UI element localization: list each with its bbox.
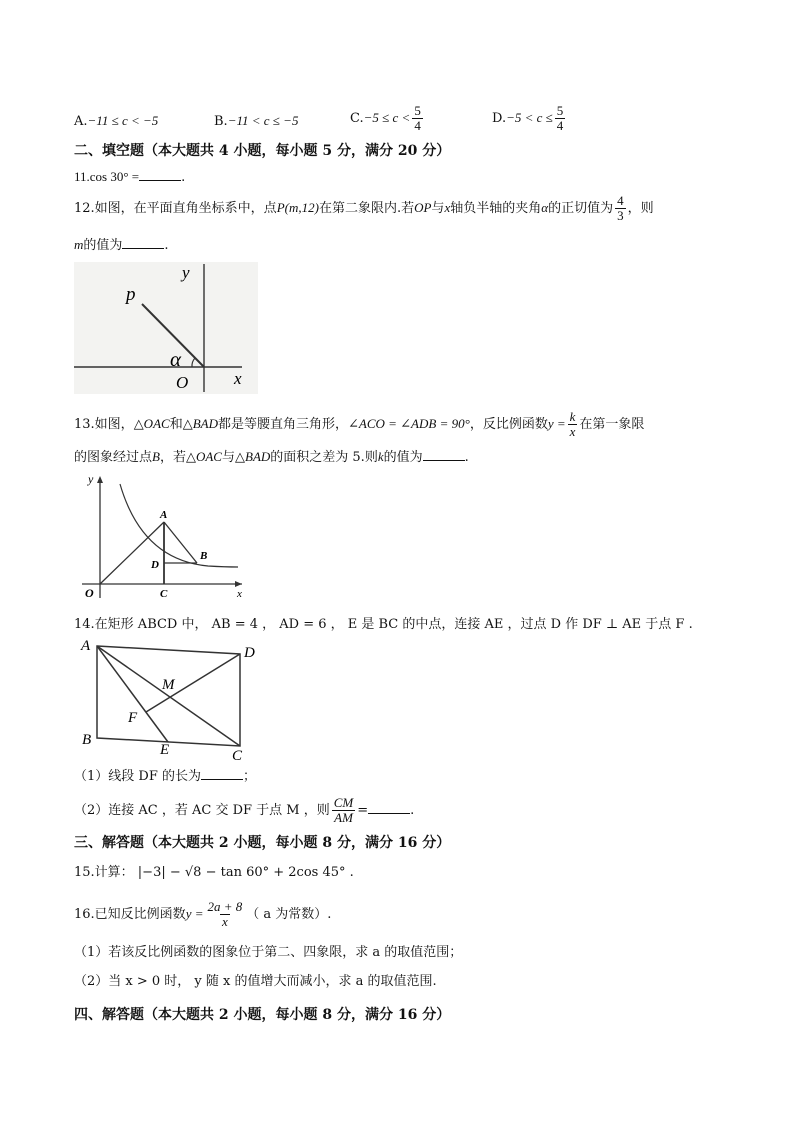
hyperbola-curve <box>120 484 238 567</box>
question-16: 16.已知反比例函数y = $\frac{2a + 8}{x}$ （ a 为常数）. <box>74 899 332 929</box>
label-b: B <box>82 732 92 748</box>
answer-blank[interactable] <box>122 236 164 249</box>
question-14-part-1: （1）线段 DF 的长为 ； <box>74 769 256 784</box>
label-o: O <box>176 373 189 392</box>
label-d: D <box>151 559 159 571</box>
segment-ab <box>164 522 197 563</box>
segment-ac <box>97 646 240 746</box>
label-alpha: α <box>170 347 182 371</box>
label-c: C <box>160 588 168 600</box>
label-a: A <box>81 638 91 654</box>
label-x: x <box>234 369 242 388</box>
x-axis-arrow <box>235 581 242 587</box>
section-4-heading: 四、解答题（本大题共 2 小题，每小题 8 分，满分 16 分） <box>74 1007 451 1023</box>
label-o: O <box>85 586 94 600</box>
segment-oa <box>100 522 164 584</box>
answer-blank[interactable] <box>368 801 410 814</box>
option-c: C.−5 ≤ c < $\frac{5}{4}$ <box>350 103 421 133</box>
question-12-line2: m的值为 . <box>74 237 169 253</box>
question-14: 14.在矩形 ABCD 中， AB = 4 ， AD = 6 ， E 是 BC 的中点，连接 AE ，过点 D 作 DF ⊥ AE 于点 F . <box>74 617 693 632</box>
answer-blank[interactable] <box>201 767 243 780</box>
label-d: D <box>244 645 255 661</box>
question-16-part-1: （1）若该反比例函数的图象位于第二、四象限，求 a 的取值范围； <box>74 945 463 960</box>
answer-options <box>74 104 634 134</box>
label-c: C <box>232 748 243 764</box>
section-2-heading: 二、填空题（本大题共 4 小题，每小题 5 分，满分 20 分） <box>74 143 451 159</box>
answer-blank[interactable] <box>423 448 465 461</box>
answer-blank[interactable] <box>139 168 181 181</box>
label-e: E <box>160 742 170 758</box>
question-11: 11.cos 30° = . <box>74 169 186 185</box>
figure-12 <box>74 262 258 394</box>
label-y: y <box>88 472 94 486</box>
label-a: A <box>160 509 168 521</box>
label-y: y <box>182 263 190 282</box>
y-axis-arrow <box>97 476 103 483</box>
figure-14 <box>76 636 266 764</box>
question-13-line1: 13.如图，△OAC和△BAD都是等腰直角三角形，∠ACO = ∠ADB = 90°，反比例函数y = $\frac{k}{x}$ 在第一象限 <box>74 409 645 439</box>
label-p: p <box>126 284 136 305</box>
question-16-part-2: （2）当 x > 0 时， y 随 x 的值增大而减小，求 a 的取值范围. <box>74 974 437 989</box>
section-3-heading: 三、解答题（本大题共 2 小题，每小题 8 分，满分 16 分） <box>74 835 451 851</box>
figure-13 <box>80 470 250 602</box>
label-f: F <box>128 710 138 726</box>
option-b: B.−11 < c ≤ −5 <box>214 113 299 129</box>
question-13-line2: 的图象经过点B，若△OAC与△BAD的面积之差为 5.则k的值为 . <box>74 449 469 465</box>
segment-ae <box>97 646 168 742</box>
label-m: M <box>162 677 175 693</box>
segment-df <box>146 654 240 712</box>
option-d: D.−5 < c ≤ $\frac{5}{4}$ <box>492 103 564 133</box>
label-b: B <box>200 550 208 562</box>
question-14-part-2: （2）连接 AC ，若 AC 交 DF 于点 M ，则 $\frac{CM}{AM}$ = . <box>74 795 415 825</box>
question-15: 15.计算： |−3| − √8 − tan 60° + 2cos 45° . <box>74 865 354 880</box>
question-12-line1: 12.如图，在平面直角坐标系中，点P(m,12)在第二象限内.若OP与x轴负半轴的夹角α的正切值为 $\frac{4}{3}$ ，则 <box>74 193 654 223</box>
option-a: A.−11 ≤ c < −5 <box>74 113 159 129</box>
label-x: x <box>237 588 242 600</box>
